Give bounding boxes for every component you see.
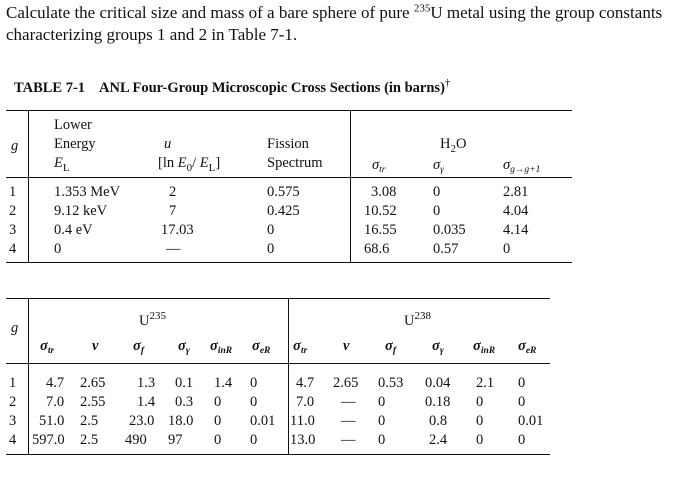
u-header: u <box>164 136 172 152</box>
el-header: $E_L$ <box>54 155 70 174</box>
u238-sigma-gamma-header: $\sigma_\gamma$ <box>432 338 444 356</box>
u235-nu-header: ν <box>92 338 99 354</box>
h2o-header: $H_2O$ <box>440 136 467 155</box>
document-page: Calculate the critical size and mass of a bare sphere of pure $^{235}$U metal using the group constants characterizing groups 1 and 2 in Table 7-1. TABLE 7-1 ANL Four-Group Microscopic Cross Sections (in barns)† g Lower Energy $E_L$ u [ln $E_0/$ $E_L$] Fission Spectrum $H_2O$ $\sigma_{tr}$ $\sigma_\gamma$ $\sigma_{g\to g+1}$ 1 1.353 MeV 2 0.575 3.08 0 2.81 2 9.12 keV 7 0.425 10.52 0 4.04 3 0.4 eV 17.03 0 16.55 0.035 4.14 4 0 — 0 68.6 0.57 0 g $U^{235}$ $U^{238}$ $\sigma_{tr}$ ν $\sigma_f$ $\sigma_\gamma$ $\sigma_{inR}$ $\sigma_{eR}$ $\sigma_{tr}$ ν $\sigma_f$ $\sigma_\gamma$ $\sigma_{inR}$ $\sigma_{eR}$ 1 4.7 2.65 1.3 0.1 1.4 0 4.7 2.65 0.53 0.04 2.1 0 2 7.0 2.55 1.4 0.3 0 0 7.0 — 0 0.18 0 0 3 51.0 2.5 23.0 18.0 0 0.01 11.0 — 0 0.8 0 0.01 4 597.0 2.5 490 97 0 0 13.0 — 0 2.4 0 0 <box>0 0 689 484</box>
table1-g-divider <box>28 110 29 262</box>
table1-top-rule <box>6 110 572 111</box>
fission-header: Fission <box>267 136 309 152</box>
table-number: TABLE 7-1 <box>14 80 86 96</box>
problem-isotope-sup: 235 <box>413 2 431 15</box>
u238-header: $U^{238}$ <box>404 310 431 329</box>
table2-top-rule <box>6 298 550 299</box>
dagger-mark: † <box>444 77 451 90</box>
spectrum-header: Spectrum <box>267 155 323 171</box>
u235-sigma-f-header: $\sigma_f$ <box>133 338 144 356</box>
table-title: ANL Four-Group Microscopic Cross Sections (in barns) <box>99 80 445 96</box>
lower-header: Lower <box>54 117 92 133</box>
table2-header-rule <box>6 363 550 364</box>
u235-sigma-tr-header: $\sigma_{tr}$ <box>40 338 55 356</box>
table1-h2o-divider <box>350 110 351 262</box>
table1-bottom-rule <box>6 262 572 263</box>
u238-sigma-f-header: $\sigma_f$ <box>385 338 396 356</box>
u235-header: $U^{235}$ <box>139 310 166 329</box>
u235-sigma-er-header: $\sigma_{eR}$ <box>252 338 271 356</box>
table2-g-divider <box>28 298 29 454</box>
sigma-gamma-header: $\sigma_\gamma$ <box>433 157 444 175</box>
sigma-scatter-header: $\sigma_{g\to g+1}$ <box>503 157 541 175</box>
table1-header-rule <box>6 177 572 178</box>
problem-statement <box>6 2 686 46</box>
u235-sigma-gamma-header: $\sigma_\gamma$ <box>178 338 190 356</box>
table-caption <box>14 77 451 97</box>
u238-sigma-tr-header: $\sigma_{tr}$ <box>293 338 308 356</box>
u238-nu-header: ν <box>343 338 350 354</box>
u238-sigma-inr-header: $\sigma_{inR}$ <box>473 338 496 356</box>
energy-header: Energy <box>54 136 96 152</box>
sigma-tr-header: $\sigma_{tr}$ <box>372 157 386 175</box>
table2-g-header: g <box>11 320 19 336</box>
lethargy-header: [ln $E_0/$ $E_L$] <box>158 155 221 174</box>
table2-bottom-rule <box>6 454 550 455</box>
table2-isotope-divider <box>288 298 289 454</box>
u238-sigma-er-header: $\sigma_{eR}$ <box>518 338 537 356</box>
u235-sigma-inr-header: $\sigma_{inR}$ <box>210 338 233 356</box>
problem-text-a: Calculate the critical size and mass of a bare sphere of pure <box>6 3 414 22</box>
problem-text-b: U metal using the group constants characterizing groups 1 and 2 in Table 7-1. <box>6 3 663 44</box>
table1-g-header: g <box>11 138 19 154</box>
